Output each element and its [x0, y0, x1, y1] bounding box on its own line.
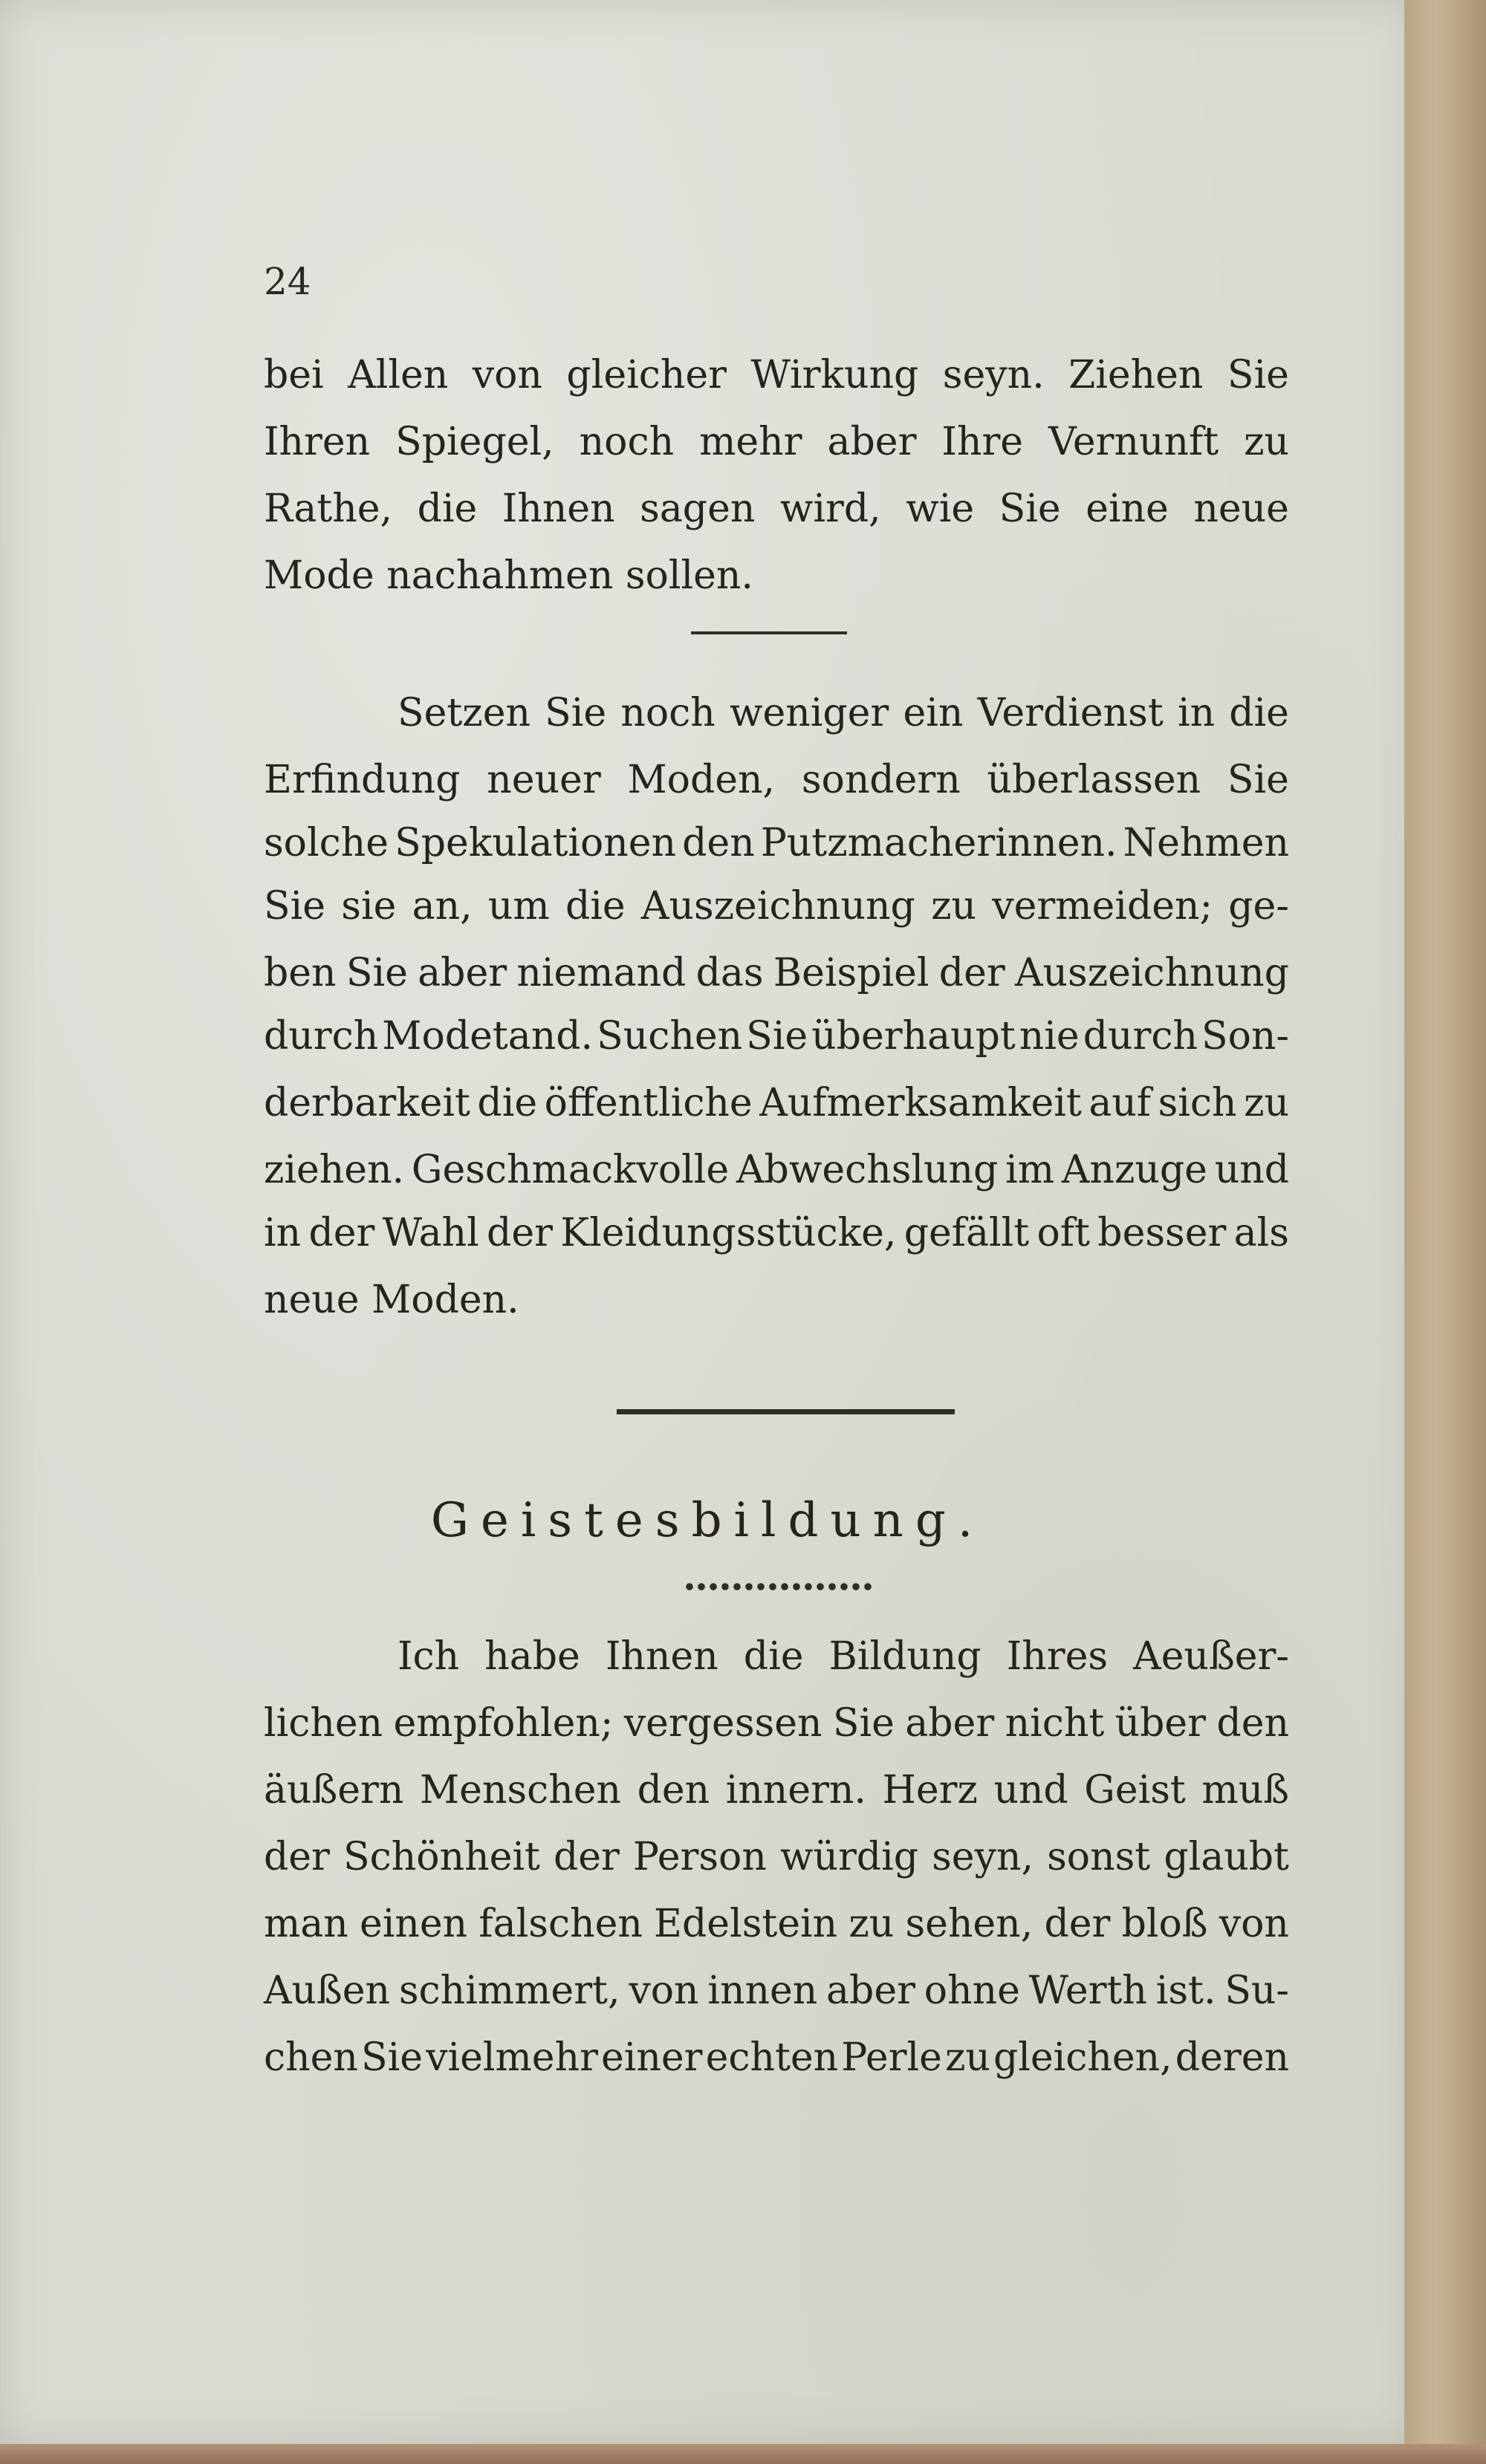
- text-line: bei Allen von gleicher Wirkung seyn. Ziehen Sie: [264, 353, 1289, 397]
- text-line: in der Wahl der Kleidungsstücke, gefällt oft besser als: [264, 1211, 1289, 1255]
- text-line: chen Sie vielmehr einer echten Perle zu gleichen, deren: [264, 2035, 1289, 2080]
- text-line: Sie sie an, um die Auszeichnung zu vermeiden; ge-: [264, 884, 1289, 929]
- page-edge-right: [1404, 0, 1486, 2464]
- text-line: derbarkeit die öffentliche Aufmerksamkeit auf sich zu: [264, 1081, 1289, 1125]
- section-divider: [691, 631, 847, 634]
- page-number: 24: [264, 260, 311, 303]
- section-divider: [617, 1409, 955, 1414]
- page-edge-bottom: [0, 2444, 1486, 2464]
- text-line: ziehen. Geschmackvolle Abwechslung im Anzuge und: [264, 1148, 1289, 1192]
- text-line: Setzen Sie noch weniger ein Verdienst in die: [398, 691, 1289, 735]
- text-line: äußern Menschen den innern. Herz und Geist muß: [264, 1768, 1289, 1813]
- text-line: Rathe, die Ihnen sagen wird, wie Sie eine neue: [264, 487, 1289, 531]
- text-line: man einen falschen Edelstein zu sehen, der bloß von: [264, 1902, 1289, 1946]
- text-line: Ich habe Ihnen die Bildung Ihres Aeußer-: [398, 1634, 1289, 1679]
- text-line: der Schönheit der Person würdig seyn, sonst glaubt: [264, 1835, 1289, 1879]
- text-line: Außen schimmert, von innen aber ohne Werth ist. Su-: [264, 1969, 1289, 2013]
- text-line: ben Sie aber niemand das Beispiel der Auszeichnung: [264, 951, 1289, 995]
- heading-ornament: [684, 1582, 873, 1591]
- section-heading: Geistesbildung.: [430, 1493, 985, 1548]
- text-line: neue Moden.: [264, 1278, 519, 1322]
- text-line: lichen empfohlen; vergessen Sie aber nicht über den: [264, 1701, 1289, 1746]
- text-line: Erfindung neuer Moden, sondern überlassen Sie: [264, 758, 1289, 802]
- text-line: Mode nachahmen sollen.: [264, 553, 753, 598]
- text-line: Ihren Spiegel, noch mehr aber Ihre Vernunft zu: [264, 420, 1289, 464]
- text-line: durch Modetand. Suchen Sie überhaupt nie durch Son-: [264, 1014, 1289, 1059]
- text-line: solche Spekulationen den Putzmacherinnen. Nehmen: [264, 821, 1289, 865]
